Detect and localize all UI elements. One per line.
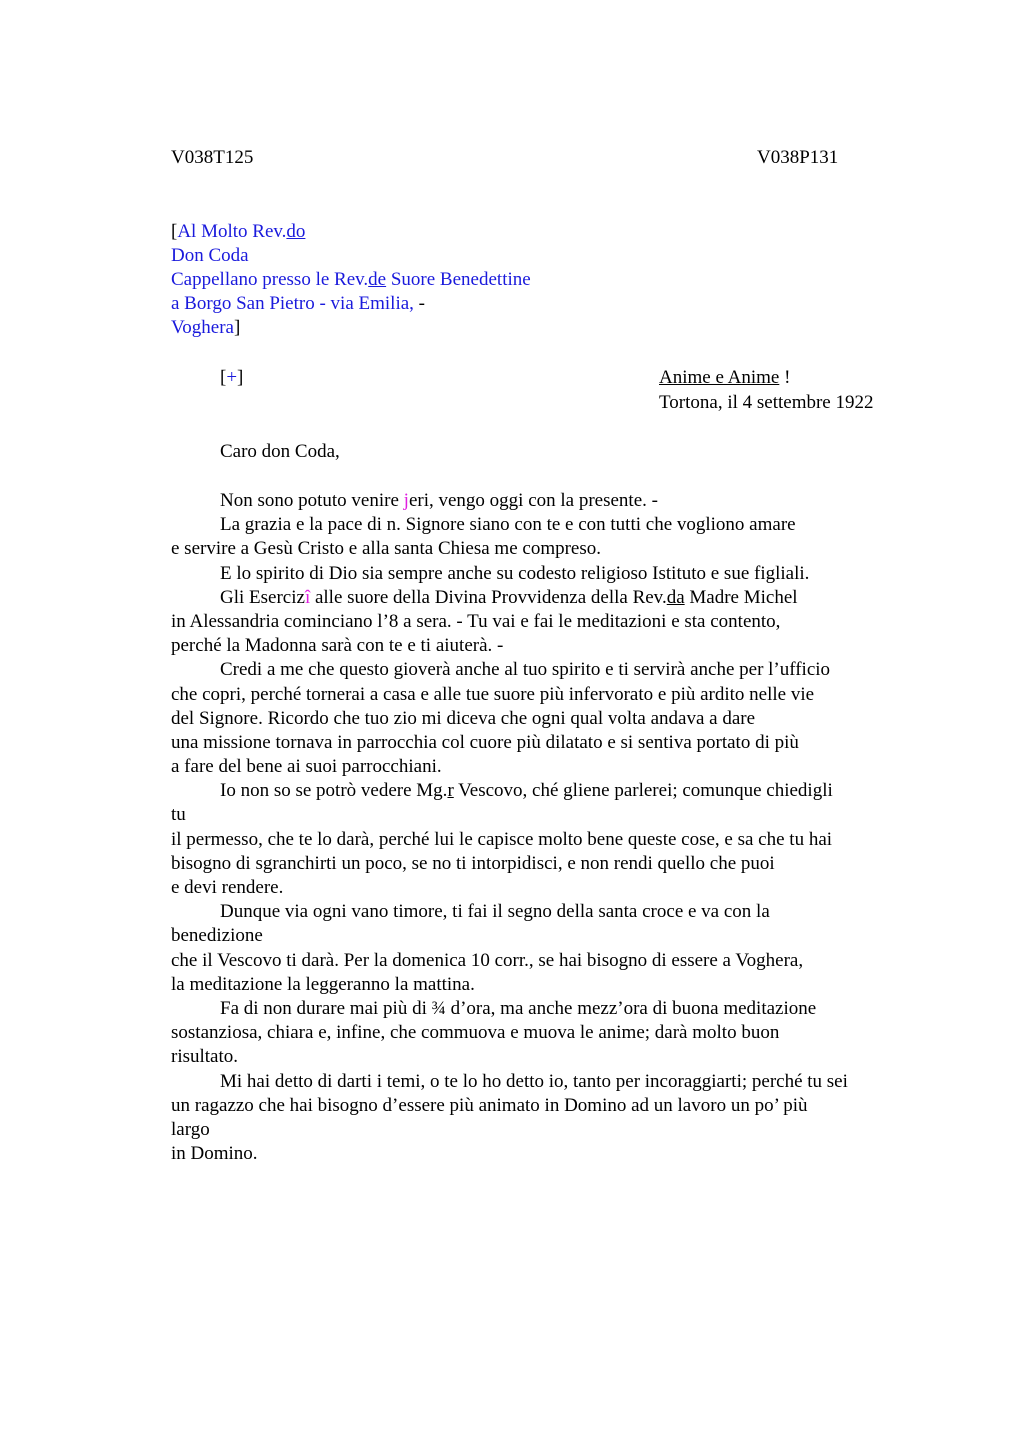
salutation: Caro don Coda,	[220, 441, 340, 462]
body-line: e devi rendere.	[171, 877, 284, 898]
body-line: in Domino.	[171, 1143, 258, 1165]
body-line: Io non so se potrò vedere Mg.r Vescovo, ché gliene parlerei; comunque chiedigli	[220, 780, 833, 802]
address-line-1: [Al Molto Rev.do	[171, 221, 306, 242]
address-block	[171, 220, 531, 340]
body-line: Credi a me che questo gioverà anche al tuo spirito e ti servirà anche per l’ufficio	[220, 659, 831, 681]
address-line-5: Voghera]	[171, 317, 241, 338]
body-line: Mi hai detto di darti i temi, o te lo ho detto io, tanto per incoraggiarti; perché tu sei	[220, 1070, 848, 1092]
body-line: La grazia e la pace di n. Signore siano con te e con tutti che vogliono amare	[220, 514, 796, 536]
body-line: una missione tornava in parrocchia col cuore più dilatato e si sentiva portato di più	[171, 731, 799, 753]
body-line: perché la Madonna sarà con te e ti aiuterà. -	[171, 635, 504, 657]
body-line: la meditazione la leggeranno la mattina.	[171, 973, 475, 995]
body-line: un ragazzo che hai bisogno d’essere più animato in Domino ad un lavoro un po’ più	[171, 1094, 808, 1116]
address-line-2: Don Coda	[171, 245, 249, 266]
body-line: che il Vescovo ti darà. Per la domenica 10 corr., se hai bisogno di essere a Voghera,	[171, 949, 804, 971]
letter-body	[171, 489, 911, 1166]
document-code-right: V038P131	[757, 147, 839, 168]
body-line: in Alessandria cominciano l’8 a sera. - Tu vai e fai le meditazioni e sta contento,	[171, 610, 781, 632]
address-line-4: a Borgo San Pietro - via Emilia, -	[171, 293, 425, 314]
body-line: che copri, perché tornerai a casa e alle tue suore più infervorato e più ardito nelle vie	[171, 683, 815, 705]
body-line: Dunque via ogni vano timore, ti fai il segno della santa croce e va con la	[220, 901, 770, 923]
cross-mark: [+]	[220, 367, 244, 388]
body-line: del Signore. Ricordo che tuo zio mi diceva che ogni qual volta andava a dare	[171, 707, 756, 729]
body-line: bisogno di sgranchirti un poco, se no ti intorpidisci, e non rendi quello che puoi	[171, 852, 775, 874]
date-line: Tortona, il 4 settembre 1922	[659, 392, 874, 413]
body-line: largo	[171, 1118, 210, 1140]
body-line: e servire a Gesù Cristo e alla santa Chiesa me compreso.	[171, 538, 601, 560]
document-code-left: V038T125	[171, 147, 254, 168]
body-line: Non sono potuto venire jeri, vengo oggi con la presente. -	[220, 490, 658, 511]
body-line: tu	[171, 804, 186, 826]
body-line: E lo spirito di Dio sia sempre anche su codesto religioso Istituto e sue figliali.	[220, 562, 810, 584]
body-line: sostanziosa, chiara e, infine, che commuova e muova le anime; darà molto buon	[171, 1022, 780, 1044]
body-line: benedizione	[171, 925, 263, 947]
body-line: Gli Esercizî alle suore della Divina Provvidenza della Rev.da Madre Michel	[220, 586, 798, 608]
address-line-3: Cappellano presso le Rev.de Suore Benedettine	[171, 269, 531, 290]
body-line: Fa di non durare mai più di ¾ d’ora, ma anche mezz’ora di buona meditazione	[220, 997, 817, 1019]
body-line: il permesso, che te lo darà, perché lui le capisce molto bene queste cose, e sa che tu hai	[171, 828, 833, 850]
body-line: risultato.	[171, 1046, 239, 1068]
body-line: a fare del bene ai suoi parrocchiani.	[171, 756, 442, 778]
motto: Anime e Anime !	[659, 367, 791, 388]
